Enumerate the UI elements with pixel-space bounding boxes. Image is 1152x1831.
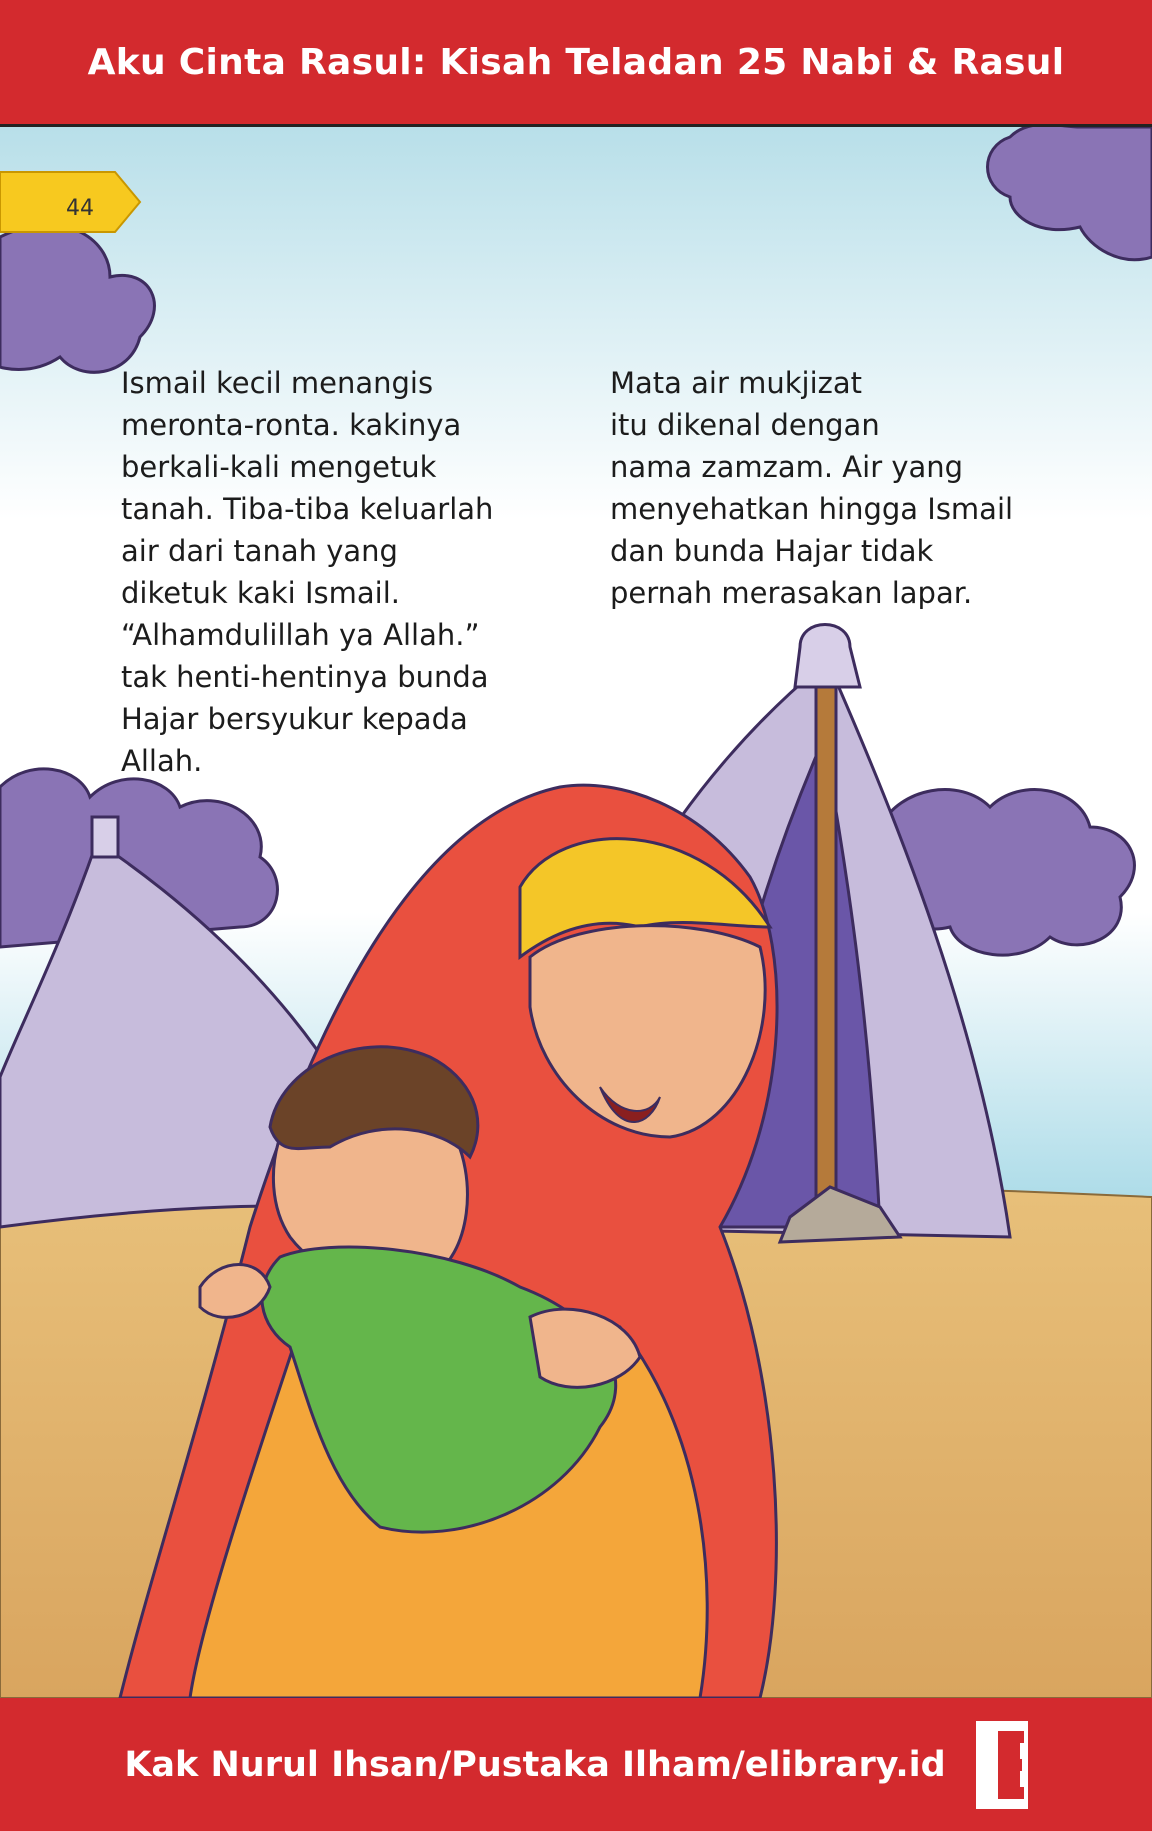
book-title: Aku Cinta Rasul: Kisah Teladan 25 Nabi & Rasul bbox=[87, 41, 1065, 83]
footer-bar bbox=[0, 1698, 1152, 1831]
page-number: 44 bbox=[66, 196, 94, 221]
header-bar bbox=[0, 0, 1152, 127]
elibrary-logo bbox=[976, 1721, 1028, 1809]
story-text-left: Ismail kecil menangis meronta-ronta. kakinya berkali-kali mengetuk tanah. Tiba-tiba keluarlah air dari tanah yang diketuk kaki Ismail. “Alhamdulillah ya Allah.” tak henti-hentinya bunda Hajar bersyukur kepada Allah. bbox=[121, 366, 494, 778]
footer-credit: Kak Nurul Ihsan/Pustaka Ilham/elibrary.id bbox=[124, 1744, 946, 1785]
story-text-right: Mata air mukjizat itu dikenal dengan nama zamzam. Air yang menyehatkan hingga Ismail dan bunda Hajar tidak pernah merasakan lapar. bbox=[610, 366, 1014, 610]
